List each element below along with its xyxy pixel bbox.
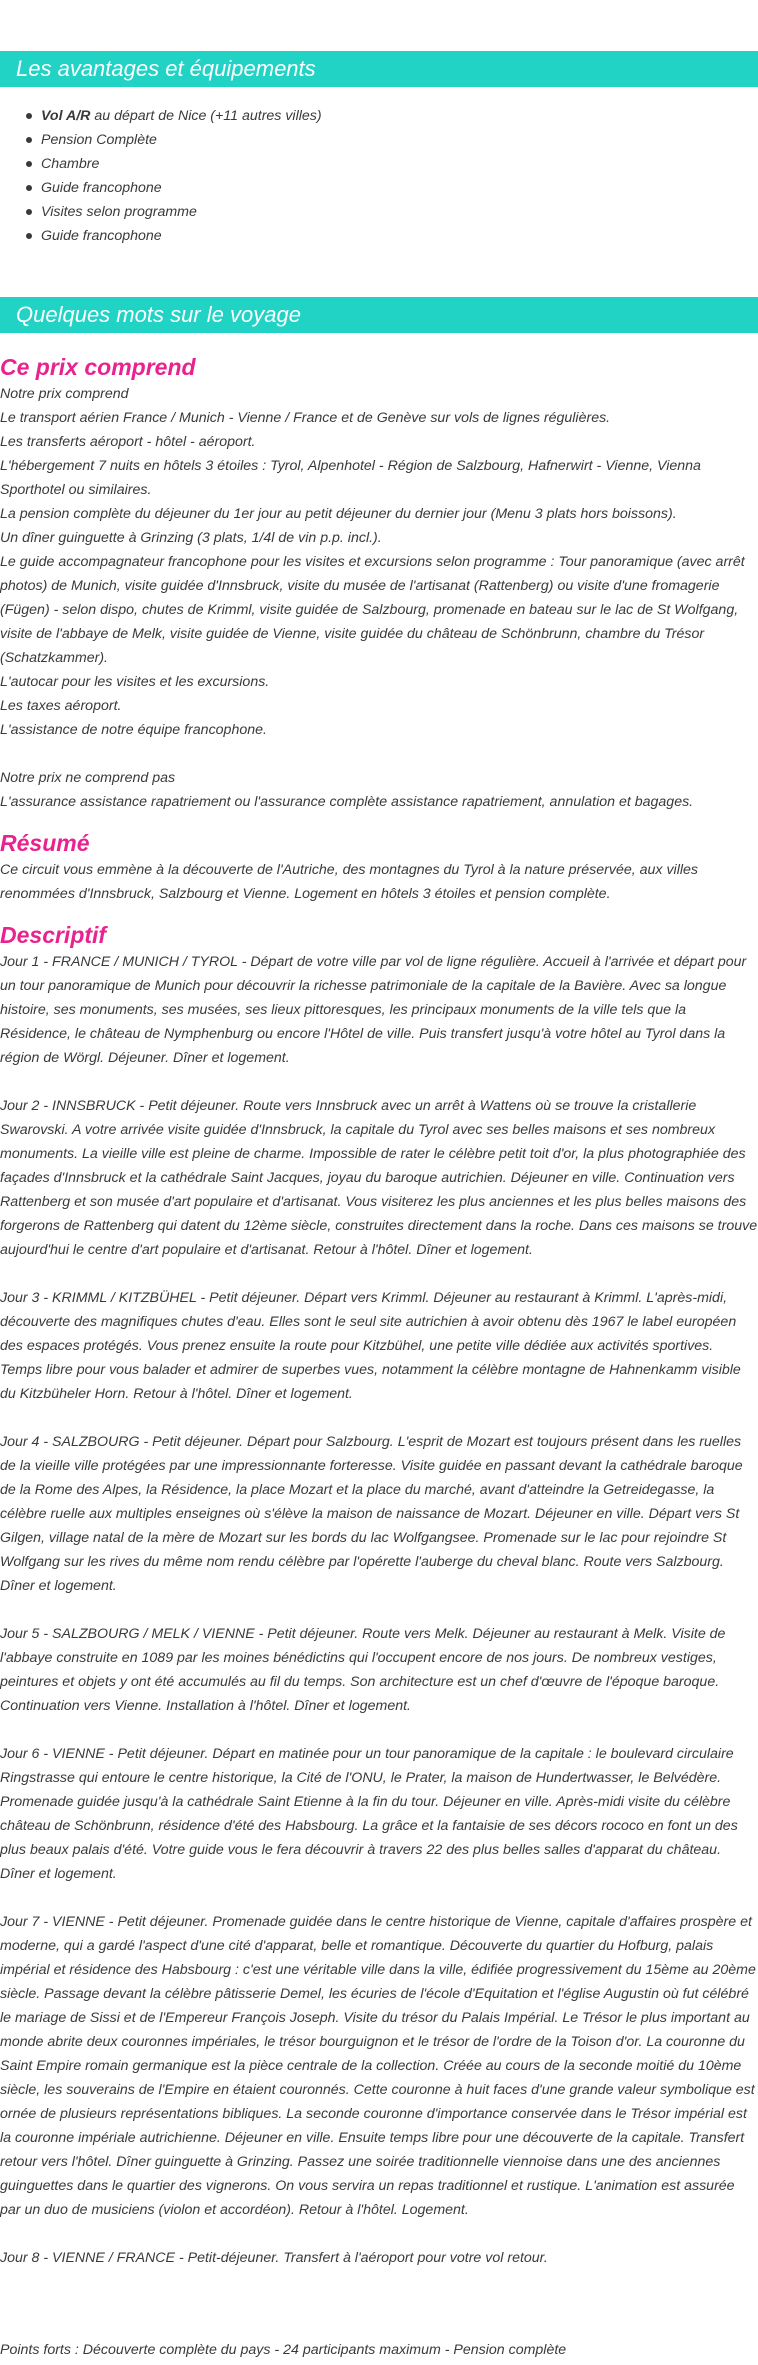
about-title: Quelques mots sur le voyage <box>0 297 758 333</box>
trip-details <box>0 352 758 2270</box>
includes-item: L'assistance de notre équipe francophone. <box>0 722 267 738</box>
day-description: Jour 2 - INNSBRUCK - Petit déjeuner. Route vers Innsbruck avec un arrêt à Wattens où se trouve la cristallerie Swarovski. A votre arrivée visite guidée d'Innsbruck, la capitale du Tyrol avec ses belles maisons et ses nombreux monuments. La vieille ville est pleine de charme. Impossible de rater le célèbre petit toit d'or, la plus photographiée des façades d'Innsbruck et la cathédrale Saint Jacques, joyau du baroque autrichien. Déjeuner en ville. Continuation vers Rattenberg et son musée d'art populaire et d'artisanat. Vous visiterez les plus anciennes et les plus belles maisons des forgerons de Rattenberg qui datent du 12ème siècle, construites directement dans la roche. Dans ces maisons se trouve aujourd'hui le centre d'art populaire et d'artisanat. Retour à l'hôtel. Dîner et logement. <box>0 1098 758 1258</box>
list-item: Guide francophone <box>41 224 322 248</box>
summary-text: Ce circuit vous emmène à la découverte de l'Autriche, des montagnes du Tyrol à la nature préservée, aux villes renommées d'Innsbruck, Salzbourg et Vienne. Logement en hôtels 3 étoiles et pension complète. <box>0 862 698 902</box>
bullet-icon <box>26 161 32 167</box>
description-heading: Descriptif <box>0 922 107 948</box>
day-description: Jour 4 - SALZBOURG - Petit déjeuner. Départ pour Salzbourg. L'esprit de Mozart est toujours présent dans les ruelles de la vieille ville protégées par une impressionnante forteresse. Visite guidée en passant devant la cathédrale baroque de la Rome des Alpes, la Résidence, la place Mozart et la place du marché, avant d'atteindre la Getreidegasse, la célèbre ruelle aux multiples enseignes où s'élève la maison de naissance de Mozart. Déjeuner en ville. Départ vers St Gilgen, village natal de la mère de Mozart sur les bords du lac Wolfgangsee. Promenade sur le lac pour rejoindre St Wolfgang sur les rives du même nom rendu célèbre par l'opérette l'auberge du cheval blanc. Route vers Salzbourg. Dîner et logement. <box>0 1434 743 1594</box>
price-heading: Ce prix comprend <box>0 354 196 380</box>
summary-heading: Résumé <box>0 830 90 856</box>
includes-item: La pension complète du déjeuner du 1er jour au petit déjeuner du dernier jour (Menu 3 plats hors boissons). <box>0 506 677 522</box>
day-description: Jour 1 - FRANCE / MUNICH / TYROL - Départ de votre ville par vol de ligne régulière. Accueil à l'arrivée et départ pour un tour panoramique de Munich pour découvrir la richesse patrimoniale de la capitale de la Bavière. Avec sa longue histoire, ses monuments, ses musées, ses lieux pittoresques, les principaux monuments de la ville tels que la Résidence, le château de Nymphenburg ou encore l'Hôtel de ville. Puis transfert jusqu'à votre hôtel au Tyrol dans la région de Wörgl. Déjeuner. Dîner et logement. <box>0 954 747 1066</box>
includes-item: Les transferts aéroport - hôtel - aéroport. <box>0 434 256 450</box>
bullet-icon <box>26 233 32 239</box>
day-description: Jour 8 - VIENNE / FRANCE - Petit-déjeuner. Transfert à l'aéroport pour votre vol retour. <box>0 2250 548 2266</box>
day-description: Jour 6 - VIENNE - Petit déjeuner. Départ en matinée pour un tour panoramique de la capitale : le boulevard circulaire Ringstrasse qui entoure le centre historique, la Cité de l'ONU, le Prater, la maison de Hundertwasser, le Belvédère. Promenade guidée jusqu'à la cathédrale Saint Etienne à la fin du tour. Déjeuner en ville. Après-midi visite du célèbre château de Schönbrunn, résidence d'été des Habsbourg. La grâce et la fantaisie de ses décors rococo en font un des plus beaux palais d'été. Votre guide vous le fera découvrir à travers 22 des plus belles salles d'apparat du château. Dîner et logement. <box>0 1746 738 1882</box>
includes-item: Le transport aérien France / Munich - Vienne / France et de Genève sur vols de lignes régulières. <box>0 410 611 426</box>
advantages-title: Les avantages et équipements <box>0 51 758 87</box>
list-item: Chambre <box>41 152 322 176</box>
list-item: Vol A/R au départ de Nice (+11 autres villes) <box>41 104 322 128</box>
bullet-icon <box>26 137 32 143</box>
includes-item: L'autocar pour les visites et les excursions. <box>0 674 270 690</box>
bullet-icon <box>26 185 32 191</box>
day-description: Jour 7 - VIENNE - Petit déjeuner. Promenade guidée dans le centre historique de Vienne, capitale d'affaires prospère et moderne, qui a gardé l'aspect d'une cité d'apparat, belle et romantique. Découverte du quartier du Hofburg, palais impérial et résidence des Habsbourg : c'est une véritable ville dans la ville, édifiée progressivement du 15ème au 20ème siècle. Passage devant la célèbre pâtisserie Demel, les écuries de l'école d'Equitation et l'église Augustin où fut célébré le mariage de Sissi et de l'Empereur François Joseph. Visite du trésor du Palais Impérial. Le Trésor le plus important au monde abrite deux couronnes impériales, le trésor bourguignon et le trésor de l'ordre de la Toison d'or. La couronne du Saint Empire romain germanique est la pièce centrale de la collection. Créée au cours de la seconde moitié du 10ème siècle, les souverains de l'Empire en étaient couronnés. Cette couronne à huit faces d'une grande valeur symbolique est ornée de plusieurs représentations bibliques. La seconde couronne d'importance conservée dans le Trésor impérial est la couronne impériale autrichienne. Déjeuner en ville. Ensuite temps libre pour une découverte de la capitale. Transfert retour vers l'hôtel. Dîner guinguette à Grinzing. Passez une soirée traditionnelle viennoise dans une des anciennes guinguettes dans le quartier des vignerons. On vous servira un repas traditionnel et rustique. L'animation est assurée par un duo de musiciens (violon et accordéon). Retour à l'hôtel. Logement. <box>0 1914 756 2218</box>
includes-title: Notre prix comprend <box>0 386 129 402</box>
includes-item: Les taxes aéroport. <box>0 698 122 714</box>
excludes-item: L'assurance assistance rapatriement ou l'assurance complète assistance rapatriement, annulation et bagages. <box>0 794 694 810</box>
list-item: Guide francophone <box>41 176 322 200</box>
includes-item: L'hébergement 7 nuits en hôtels 3 étoiles : Tyrol, Alpenhotel - Région de Salzbourg, Hafnerwirt - Vienne, Vienna Sporthotel ou similaires. <box>0 458 701 498</box>
bullet-icon <box>26 209 32 215</box>
list-item: Visites selon programme <box>41 200 322 224</box>
day-description: Jour 5 - SALZBOURG / MELK / VIENNE - Petit déjeuner. Route vers Melk. Déjeuner au restaurant à Melk. Visite de l'abbaye construite en 1089 par les moines bénédictins qui l'occupent encore de nos jours. De nombreux vestiges, peintures et objets y ont été accumulés au fil du temps. Son architecture est un chef d'œuvre de l'époque baroque. Continuation vers Vienne. Installation à l'hôtel. Dîner et logement. <box>0 1626 726 1714</box>
day-description: Jour 3 - KRIMML / KITZBÜHEL - Petit déjeuner. Départ vers Krimml. Déjeuner au restaurant à Krimml. L'après-midi, découverte des magnifiques chutes d'eau. Elles sont le seul site autrichien à avoir obtenu dès 1967 le label européen des espaces protégés. Vous prenez ensuite la route pour Kitzbühel, une petite ville dédiée aux activités sportives. Temps libre pour vous balader et admirer de superbes vues, notamment la célèbre montagne de Hahnenkamm visible du Kitzbüheler Horn. Retour à l'hôtel. Dîner et logement. <box>0 1290 741 1402</box>
list-item: Pension Complète <box>41 128 322 152</box>
includes-item: Un dîner guinguette à Grinzing (3 plats, 1/4l de vin p.p. incl.). <box>0 530 382 546</box>
includes-item: Le guide accompagnateur francophone pour les visites et excursions selon programme : Tour panoramique (avec arrêt photos) de Munich, visite guidée d'Innsbruck, visite du musée de l'artisanat (Rattenberg) ou visite d'une fromagerie (Fügen) - selon dispo, chutes de Krimml, visite guidée de Salzbourg, promenade en bateau sur le lac de St Wolfgang, visite de l'abbaye de Melk, visite guidée de Vienne, visite guidée du château de Schönbrunn, chambre du Trésor (Schatzkammer). <box>0 554 745 666</box>
advantages-list <box>0 104 322 248</box>
excludes-title: Notre prix ne comprend pas <box>0 770 176 786</box>
bullet-icon <box>26 113 32 119</box>
highlights-footer: Points forts : Découverte complète du pays - 24 participants maximum - Pension complète <box>0 2342 567 2358</box>
